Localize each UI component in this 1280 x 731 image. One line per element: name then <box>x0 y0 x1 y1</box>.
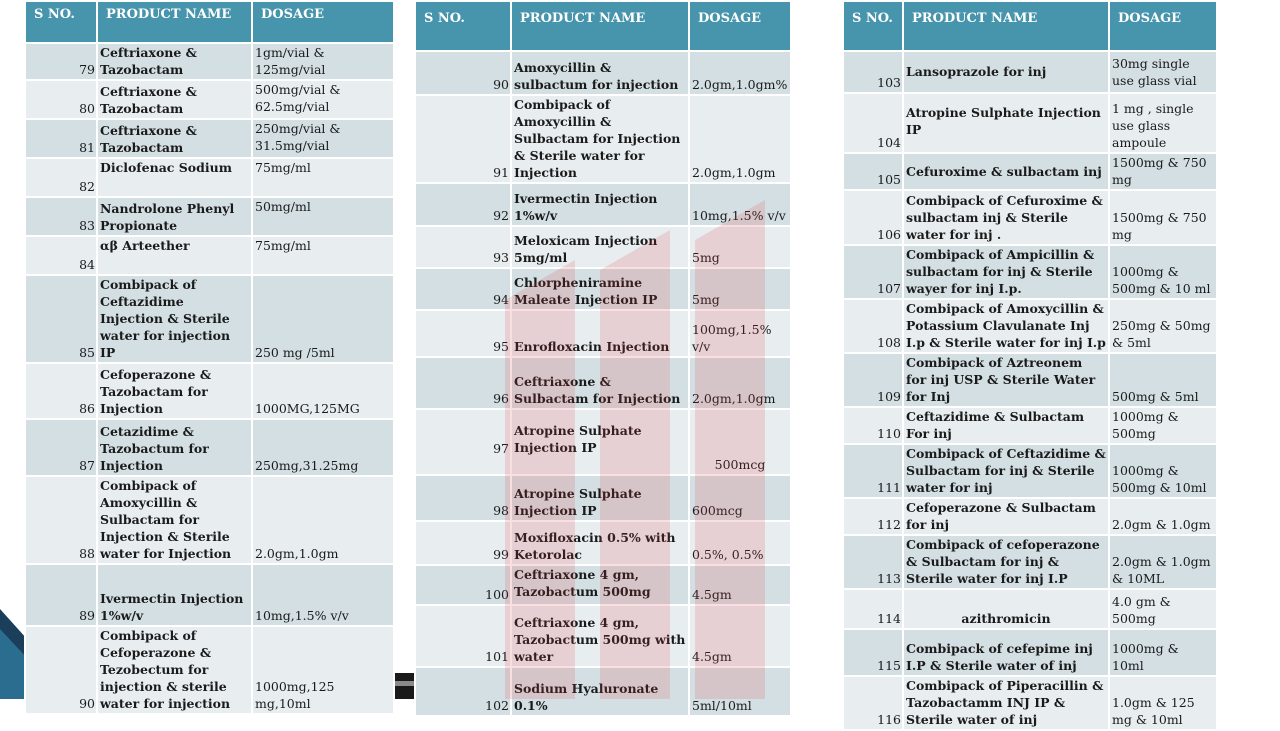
table-row <box>843 153 1217 190</box>
row-product: Diclofenac Sodium <box>97 158 252 197</box>
row-sno: 97 <box>415 409 511 475</box>
row-product: Ceftriaxone & Sulbactam for Injection <box>511 357 689 409</box>
row-sno: 98 <box>415 475 511 521</box>
row-sno: 99 <box>415 521 511 565</box>
row-sno: 82 <box>25 158 97 197</box>
row-dosage: 500mg/vial & 62.5mg/vial <box>252 80 394 119</box>
table-row <box>415 95 791 183</box>
table-header-row <box>843 1 1217 51</box>
row-dosage: 2.0gm,1.0gm <box>689 357 791 409</box>
table-row <box>843 676 1217 730</box>
row-sno: 108 <box>843 299 903 353</box>
row-product: Combipack of Piperacillin & Tazobactamm INJ IP & Sterile water of inj <box>903 676 1109 730</box>
row-dosage: 75mg/ml <box>252 236 394 275</box>
row-dosage: 5mg <box>689 226 791 268</box>
table-row <box>25 80 394 119</box>
row-product: Ceftazidime & Sulbactam For inj <box>903 407 1109 444</box>
row-sno: 112 <box>843 498 903 535</box>
row-dosage: 600mcg <box>689 475 791 521</box>
sno-header: S NO. <box>843 1 903 51</box>
row-sno: 105 <box>843 153 903 190</box>
row-dosage: 4.5gm <box>689 565 791 605</box>
row-product: Combipack of Aztreonem for inj USP & Sterile Water for Inj <box>903 353 1109 407</box>
row-dosage: 30mg single use glass vial <box>1109 51 1217 93</box>
row-sno: 91 <box>415 95 511 183</box>
product-name-header: PRODUCT NAME <box>97 1 252 43</box>
row-sno: 116 <box>843 676 903 730</box>
table-row <box>415 565 791 605</box>
table-header-row <box>25 1 394 43</box>
table-row <box>415 357 791 409</box>
row-product: Ceftriaxone & Tazobactam <box>97 43 252 80</box>
row-sno: 90 <box>25 626 97 714</box>
row-sno: 110 <box>843 407 903 444</box>
table-row <box>843 589 1217 629</box>
row-sno: 101 <box>415 605 511 667</box>
table-row <box>415 521 791 565</box>
row-sno: 83 <box>25 197 97 236</box>
row-sno: 100 <box>415 565 511 605</box>
row-dosage: 1000mg,125 mg,10ml <box>252 626 394 714</box>
row-dosage: 1.0gm & 125 mg & 10ml <box>1109 676 1217 730</box>
row-sno: 109 <box>843 353 903 407</box>
row-sno: 92 <box>415 183 511 226</box>
row-product: Combipack of Cefuroxime & sulbactam inj & Sterile water for inj . <box>903 190 1109 245</box>
row-dosage: 1000mg & 500mg & 10ml <box>1109 444 1217 498</box>
row-sno: 86 <box>25 363 97 419</box>
table-row <box>843 93 1217 153</box>
row-sno: 103 <box>843 51 903 93</box>
row-product: Chlorpheniramine Maleate Injection IP <box>511 268 689 310</box>
table-row <box>25 43 394 80</box>
row-sno: 96 <box>415 357 511 409</box>
row-dosage: 1gm/vial & 125mg/vial <box>252 43 394 80</box>
row-sno: 113 <box>843 535 903 589</box>
table-row <box>843 190 1217 245</box>
row-dosage: 2.0gm,1.0gm <box>252 476 394 564</box>
row-dosage: 500mg & 5ml <box>1109 353 1217 407</box>
row-dosage: 1000MG,125MG <box>252 363 394 419</box>
row-product: αβ Arteether <box>97 236 252 275</box>
row-product: Atropine Sulphate Injection IP <box>511 409 689 475</box>
table-row <box>843 629 1217 676</box>
table-row <box>415 310 791 357</box>
row-product: Combipack of Ampicillin & sulbactam for inj & Sterile wayer for inj I.p. <box>903 245 1109 299</box>
row-sno: 89 <box>25 564 97 626</box>
row-dosage: 250mg & 50mg & 5ml <box>1109 299 1217 353</box>
row-sno: 79 <box>25 43 97 80</box>
row-product: Nandrolone Phenyl Propionate <box>97 197 252 236</box>
row-sno: 104 <box>843 93 903 153</box>
row-product: Atropine Sulphate Injection IP <box>511 475 689 521</box>
sno-header: S NO. <box>415 1 511 51</box>
row-sno: 115 <box>843 629 903 676</box>
table-row <box>843 245 1217 299</box>
row-sno: 80 <box>25 80 97 119</box>
row-dosage: 10mg,1.5% v/v <box>689 183 791 226</box>
row-dosage: 500mcg <box>689 409 791 475</box>
row-product: Atropine Sulphate Injection IP <box>903 93 1109 153</box>
product-table-middle <box>414 0 792 717</box>
row-dosage: 5mg <box>689 268 791 310</box>
row-product: Ceftriaxone 4 gm, Tazobactum 500mg <box>511 565 689 605</box>
product-name-header: PRODUCT NAME <box>903 1 1109 51</box>
row-product: Ceftriaxone & Tazobactam <box>97 119 252 158</box>
row-product: Lansoprazole for inj <box>903 51 1109 93</box>
product-name-header: PRODUCT NAME <box>511 1 689 51</box>
row-product: Cefoperazone & Sulbactam for inj <box>903 498 1109 535</box>
row-dosage: 1000mg & 500mg & 10 ml <box>1109 245 1217 299</box>
row-product: azithromicin <box>903 589 1109 629</box>
dosage-header: DOSAGE <box>689 1 791 51</box>
row-dosage: 1000mg & 10ml <box>1109 629 1217 676</box>
row-sno: 85 <box>25 275 97 363</box>
row-product: Moxifloxacin 0.5% with Ketorolac <box>511 521 689 565</box>
table-row <box>25 236 394 275</box>
row-product: Ceftriaxone & Tazobactam <box>97 80 252 119</box>
table-row <box>415 226 791 268</box>
row-sno: 111 <box>843 444 903 498</box>
table-row <box>415 268 791 310</box>
table-row <box>415 183 791 226</box>
row-dosage: 4.5gm <box>689 605 791 667</box>
dosage-header: DOSAGE <box>252 1 394 43</box>
row-sno: 107 <box>843 245 903 299</box>
row-product: Combipack of cefepime inj I.P & Sterile water of inj <box>903 629 1109 676</box>
table-row <box>843 299 1217 353</box>
table-row <box>25 363 394 419</box>
row-dosage: 75mg/ml <box>252 158 394 197</box>
table-row <box>415 51 791 95</box>
row-sno: 90 <box>415 51 511 95</box>
row-dosage: 1 mg , single use glass ampoule <box>1109 93 1217 153</box>
table-row <box>25 419 394 476</box>
row-sno: 88 <box>25 476 97 564</box>
table-row <box>25 119 394 158</box>
table-row <box>25 158 394 197</box>
row-dosage: 2.0gm & 1.0gm <box>1109 498 1217 535</box>
row-dosage: 250mg/vial & 31.5mg/vial <box>252 119 394 158</box>
table-row <box>843 535 1217 589</box>
row-product: Cetazidime & Tazobactum for Injection <box>97 419 252 476</box>
row-sno: 114 <box>843 589 903 629</box>
row-product: Ivermectin Injection 1%w/v <box>97 564 252 626</box>
row-product: Combipack of Amoxycillin & Potassium Clavulanate Inj I.p & Sterile water for inj I.p <box>903 299 1109 353</box>
row-sno: 95 <box>415 310 511 357</box>
table-row <box>25 197 394 236</box>
row-product: Combipack of Cefoperazone & Tezobectum for injection & sterile water for injection <box>97 626 252 714</box>
row-sno: 102 <box>415 667 511 716</box>
table-row <box>25 476 394 564</box>
table-row <box>843 51 1217 93</box>
row-product: Amoxycillin & sulbactum for injection <box>511 51 689 95</box>
row-dosage: 1500mg & 750 mg <box>1109 190 1217 245</box>
row-dosage: 2.0gm & 1.0gm & 10ML <box>1109 535 1217 589</box>
table-row <box>843 444 1217 498</box>
row-product: Combipack of Ceftazidime Injection & Sterile water for injection IP <box>97 275 252 363</box>
row-sno: 87 <box>25 419 97 476</box>
table-row <box>415 605 791 667</box>
row-dosage: 0.5%, 0.5% <box>689 521 791 565</box>
table-row <box>25 275 394 363</box>
row-dosage: 50mg/ml <box>252 197 394 236</box>
row-sno: 81 <box>25 119 97 158</box>
row-dosage: 2.0gm,1.0gm <box>689 95 791 183</box>
row-sno: 94 <box>415 268 511 310</box>
row-dosage: 10mg,1.5% v/v <box>252 564 394 626</box>
row-dosage: 250 mg /5ml <box>252 275 394 363</box>
row-dosage: 250mg,31.25mg <box>252 419 394 476</box>
row-product: Combipack of cefoperazone & Sulbactam for inj & Sterile water for inj I.P <box>903 535 1109 589</box>
row-dosage: 2.0gm,1.0gm% <box>689 51 791 95</box>
row-dosage: 1500mg & 750 mg <box>1109 153 1217 190</box>
table-row <box>25 564 394 626</box>
row-sno: 84 <box>25 236 97 275</box>
row-sno: 93 <box>415 226 511 268</box>
table-row <box>25 626 394 714</box>
row-product: Cefoperazone & Tazobactam for Injection <box>97 363 252 419</box>
table-row <box>843 353 1217 407</box>
row-product: Combipack of Amoxycillin & Sulbactam for Injection & Sterile water for Injection <box>97 476 252 564</box>
table-row <box>843 407 1217 444</box>
table-row <box>843 498 1217 535</box>
product-table-left <box>24 0 395 715</box>
row-product: Combipack of Ceftazidime & Sulbactam for inj & Sterile water for inj <box>903 444 1109 498</box>
row-dosage: 100mg,1.5% v/v <box>689 310 791 357</box>
row-sno: 106 <box>843 190 903 245</box>
dosage-header: DOSAGE <box>1109 1 1217 51</box>
row-product: Cefuroxime & sulbactam inj <box>903 153 1109 190</box>
product-table-right <box>842 0 1218 731</box>
table-header-row <box>415 1 791 51</box>
row-product: Ceftriaxone 4 gm, Tazobactum 500mg with water <box>511 605 689 667</box>
row-product: Sodium Hyaluronate 0.1% <box>511 667 689 716</box>
row-dosage: 5ml/10ml <box>689 667 791 716</box>
row-product: Enrofloxacin Injection <box>511 310 689 357</box>
row-product: Combipack of Amoxycillin & Sulbactam for Injection & Sterile water for Injection <box>511 95 689 183</box>
row-product: Meloxicam Injection 5mg/ml <box>511 226 689 268</box>
row-dosage: 4.0 gm & 500mg <box>1109 589 1217 629</box>
table-row <box>415 409 791 475</box>
row-product: Ivermectin Injection 1%w/v <box>511 183 689 226</box>
row-dosage: 1000mg & 500mg <box>1109 407 1217 444</box>
table-row <box>415 475 791 521</box>
table-row <box>415 667 791 716</box>
sno-header: S NO. <box>25 1 97 43</box>
